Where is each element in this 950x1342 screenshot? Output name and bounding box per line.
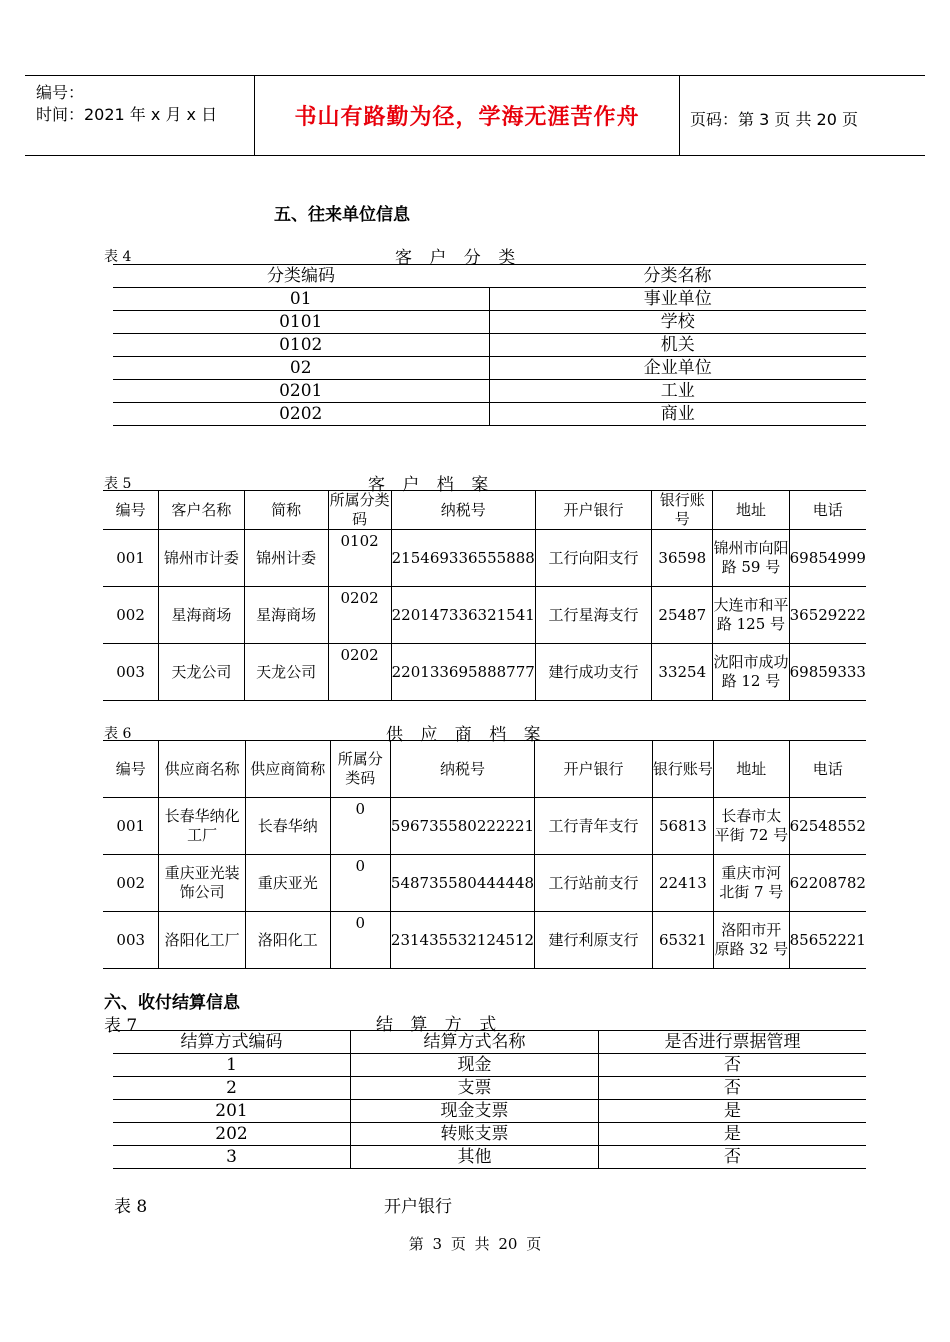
header-bottom-rule [25,155,925,156]
cell: 002 [103,587,159,644]
table-row [103,644,866,701]
column-header: 电话 [789,491,866,530]
header-divider-right [679,75,680,155]
table-row [103,530,866,587]
cell: 商业 [489,403,866,426]
table-4-title: 客 户 分 类 [395,248,522,268]
cell: 长春华纳化工厂 [159,798,245,855]
cell: 长春华纳 [245,798,330,855]
table-row [113,288,866,311]
header-top-rule [25,75,925,76]
column-header: 地址 [713,491,789,530]
table-row [113,1100,866,1123]
cell: 工行站前支行 [535,855,653,912]
section-5-title: 五、往来单位信息 [274,205,410,225]
cell: 沈阳市成功路 12 号 [713,644,789,701]
cell: 85652221 [789,912,866,969]
cell: 220147336321541 [391,587,535,644]
cell: 0102 [328,530,391,587]
cell: 否 [599,1146,867,1169]
cell: 0 [330,912,390,969]
header-motto: 书山有路勤为径，学海无涯苦作舟 [294,105,640,130]
table-5-title: 客 户 档 案 [368,475,495,495]
cell: 36598 [652,530,713,587]
column-header: 分类编码 [113,265,489,288]
table-row [103,587,866,644]
cell: 洛阳化工厂 [159,912,245,969]
cell: 548735580444448 [390,855,534,912]
table-row [113,311,866,334]
cell: 202 [113,1123,351,1146]
cell: 62548552 [789,798,866,855]
table-settlement-methods [113,1030,866,1169]
table-row [113,334,866,357]
column-header: 是否进行票据管理 [599,1031,867,1054]
table-row [113,357,866,380]
column-header: 地址 [713,741,789,798]
cell: 001 [103,798,159,855]
cell: 现金支票 [351,1100,599,1123]
table-row [103,855,866,912]
column-header: 供应商名称 [159,741,245,798]
table-6-label: 表 6 [104,726,132,742]
cell: 001 [103,530,159,587]
table-row [103,798,866,855]
column-header: 结算方式编码 [113,1031,351,1054]
cell: 0 [330,855,390,912]
cell: 锦州市向阳路 59 号 [713,530,789,587]
column-header: 客户名称 [159,491,245,530]
cell: 星海商场 [159,587,245,644]
table-7-title: 结 算 方 式 [376,1015,503,1035]
cell: 学校 [489,311,866,334]
cell: 企业单位 [489,357,866,380]
cell: 02 [113,357,489,380]
cell: 33254 [652,644,713,701]
table-row [113,403,866,426]
cell: 65321 [652,912,713,969]
column-header: 开户银行 [535,741,653,798]
cell: 0202 [113,403,489,426]
cell: 1 [113,1054,351,1077]
cell: 0201 [113,380,489,403]
table-row [113,1123,866,1146]
cell: 洛阳化工 [245,912,330,969]
header-page-number: 页码：第 3 页 共 20 页 [690,110,858,129]
cell: 支票 [351,1077,599,1100]
cell: 重庆市河北街 7 号 [713,855,789,912]
cell: 工业 [489,380,866,403]
cell: 重庆亚光装饰公司 [159,855,245,912]
cell: 是 [599,1123,867,1146]
table-row [113,1077,866,1100]
cell: 2 [113,1077,351,1100]
header-divider-left [254,75,255,155]
table-6-title: 供 应 商 档 案 [386,725,547,745]
column-header: 供应商简称 [245,741,330,798]
cell: 003 [103,912,159,969]
column-header: 银行账号 [652,741,713,798]
column-header: 所属分类码 [329,491,390,528]
cell: 0102 [113,334,489,357]
table-7-label: 表 7 [104,1016,138,1036]
column-header: 纳税号 [391,491,535,530]
cell: 转账支票 [351,1123,599,1146]
cell: 锦州市计委 [159,530,245,587]
table-row [113,380,866,403]
table-customer-records [103,490,866,701]
table-row [113,1146,866,1169]
cell: 建行利原支行 [535,912,653,969]
cell: 01 [113,288,489,311]
cell: 机关 [489,334,866,357]
cell: 220133695888777 [391,644,535,701]
cell: 天龙公司 [159,644,245,701]
table-supplier-records [103,740,866,969]
cell: 0 [330,798,390,855]
cell: 现金 [351,1054,599,1077]
cell: 36529222 [789,587,866,644]
cell: 长春市太平街 72 号 [713,798,789,855]
section-6-title: 六、收付结算信息 [104,993,240,1013]
column-header: 开户银行 [535,491,652,530]
cell: 22413 [652,855,713,912]
cell: 62208782 [789,855,866,912]
table-row [113,1054,866,1077]
cell: 69854999 [789,530,866,587]
cell: 25487 [652,587,713,644]
cell: 工行向阳支行 [535,530,652,587]
table-8-title: 开户银行 [384,1197,452,1217]
cell: 69859333 [789,644,866,701]
cell: 否 [599,1054,867,1077]
table-5-label: 表 5 [104,476,132,492]
cell: 596735580222221 [390,798,534,855]
cell: 洛阳市开原路 32 号 [713,912,789,969]
cell: 56813 [652,798,713,855]
cell: 建行成功支行 [535,644,652,701]
cell: 0202 [328,644,391,701]
cell: 工行星海支行 [535,587,652,644]
table-4-label: 表 4 [104,249,132,265]
column-header: 编号 [103,491,159,530]
header-number: 编号： [36,83,85,102]
cell: 工行青年支行 [535,798,653,855]
column-header: 分类名称 [489,265,866,288]
column-header: 纳税号 [390,741,534,798]
cell: 锦州计委 [244,530,328,587]
cell: 002 [103,855,159,912]
page-footer: 第 3 页 共 20 页 [408,1235,542,1253]
column-header: 简称 [244,491,328,530]
column-header: 所属分类码 [330,741,390,798]
cell: 231435532124512 [390,912,534,969]
cell: 天龙公司 [244,644,328,701]
table-row [103,912,866,969]
cell: 003 [103,644,159,701]
header-meta [36,82,217,126]
column-header: 结算方式名称 [351,1031,599,1054]
column-header: 银行账号 [652,491,713,530]
cell: 否 [599,1077,867,1100]
cell: 是 [599,1100,867,1123]
table-8-label: 表 8 [114,1197,148,1217]
table-customer-categories [113,264,866,426]
column-header: 电话 [789,741,866,798]
cell: 3 [113,1146,351,1169]
cell: 星海商场 [244,587,328,644]
cell: 215469336555888 [391,530,535,587]
cell: 0202 [328,587,391,644]
cell: 0101 [113,311,489,334]
column-header: 编号 [103,741,159,798]
cell: 事业单位 [489,288,866,311]
cell: 大连市和平路 125 号 [713,587,789,644]
cell: 其他 [351,1146,599,1169]
header-time: 时间：2021 年 x 月 x 日 [36,105,218,124]
cell: 201 [113,1100,351,1123]
cell: 重庆亚光 [245,855,330,912]
